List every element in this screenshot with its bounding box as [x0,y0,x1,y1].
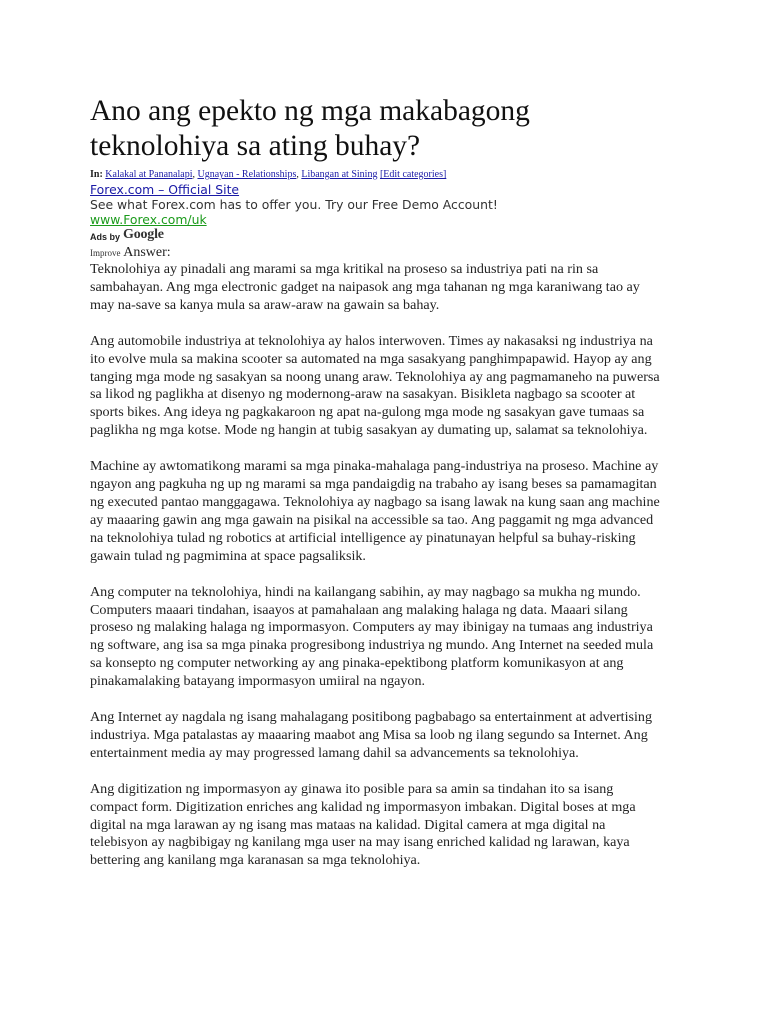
answer-paragraph: Ang computer na teknolohiya, hindi na kailangang sabihin, ay may nagbago sa mukha ng mundo. Computers maaari tindahan, isaayos at pamahalaan ang malaking halaga ng data. Maaari silang proseso ng malaking halaga ng impormasyon. Computers ay may ibinigay na tumaas ang industriya ng software, ang isa sa mga pinaka progresibong industriya ng mundo. Ang Internet na seeded mula sa konsepto ng computer networking ay ang pinaka-epektibong platform komunikasyon at ang pinakamalaking batayang impormasyon umiiral na ngayon. [90,583,654,690]
categories-in-label: In: [90,169,103,180]
improve-link[interactable]: Improve [90,248,121,258]
answer-paragraph: Machine ay awtomatikong marami sa mga pinaka-mahalaga pang-industriya na proseso. Machine ay ngayon ang pagkuha ng up ng marami sa mga pandaigdig na trabaho ay isang beses sa pamamagitan ng executed pantao manggagawa. Teknolohiya ay nagbago sa isang lawak na kung saan ang machine ay maaaring gawin ang mga gawain na pisikal na accessible sa tao. Ang paggamit ng mga advanced na teknolohiya tulad ng robotics at artificial intelligence ay pinatunayan helpful sa buhay-risking gawain tulad ng pagmimina at space pagsaliksik. [90,458,660,564]
ad-title-link[interactable]: Forex.com – Official Site [90,182,240,197]
answer-label: Answer: [123,245,171,260]
ads-by-google[interactable] [90,227,768,242]
ad-description: See what Forex.com has to offer you. Try our Free Demo Account! [90,197,498,212]
category-separator: , [192,169,198,180]
answer-paragraph: Teknolohiya ay pinadali ang marami sa mga kritikal na proseso sa industriya pati na rin sa sambahayan. Ang mga electronic gadget na naipasok ang mga tahanan ng mga karaniwang tao ay may na-save sa kanya mula sa araw-araw na gawain sa bahay. [90,261,640,313]
google-logo: Google [123,227,164,242]
answer-header [90,245,768,261]
edit-categories-link[interactable]: [Edit categories] [379,169,447,180]
category-separator: , [296,169,302,180]
answer-paragraph: Ang Internet ay nagdala ng isang mahalagang positibong pagbabago sa entertainment at advertising industriya. Mga patalastas ay maaaring maabot ang Misa sa loob ng ilang segundo sa Internet. Ang entertainment media ay may progressed lamang dahil sa advancements sa teknolohiya. [90,709,653,761]
page-title: Ano ang epekto ng mga makabagong teknolohiya sa ating buhay? [90,95,530,162]
answer-body [90,261,660,870]
category-link-kalakal[interactable]: Kalakal at Pananalapi [105,169,193,180]
ad-url-link[interactable]: www.Forex.com/uk [90,212,207,227]
sponsored-ad [90,182,768,227]
category-link-ugnayan[interactable]: Ugnayan - Relationships [197,169,297,180]
answer-paragraph: Ang automobile industriya at teknolohiya ay halos interwoven. Times ay nakasaksi ng industriya na ito evolve mula sa makina scooter sa automated na mga sasakyang panghimpapawid. Hayop ay ang tanging mga mode ng sasakyan sa noong unang araw. Teknolohiya ay ang pagmamaneho na puwersa sa likod ng paglikha at disenyo ng modernong-araw na sasakyan. Bisikleta nagbago sa scooter at sports bikes. Ang ideya ng pagkakaroon ng apat na-gulong mga mode ng sasakyan gave tumaas sa paglikha ng mga kotse. Mode ng hangin at tubig sasakyan ay dumating up, salamat sa teknolohiya. [90,332,660,439]
answer-paragraph: Ang digitization ng impormasyon ay ginawa ito posible para sa amin sa tindahan ito sa isang compact form. Digitization enriches ang kalidad ng impormasyon imbakan. Digital boses at mga digital na mga larawan ay ng isang mas mataas na kalidad. Digital camera at mga digital na telebisyon ay nagbibigay ng kanilang mga user na may isang enriched kalidad ng larawan, kaya bettering ang kanilang mga karanasan sa mga teknolohiya. [90,780,636,869]
category-line [90,168,768,181]
ads-by-label: Ads by [90,232,121,242]
category-link-libangan[interactable]: Libangan at Sining [301,169,378,180]
